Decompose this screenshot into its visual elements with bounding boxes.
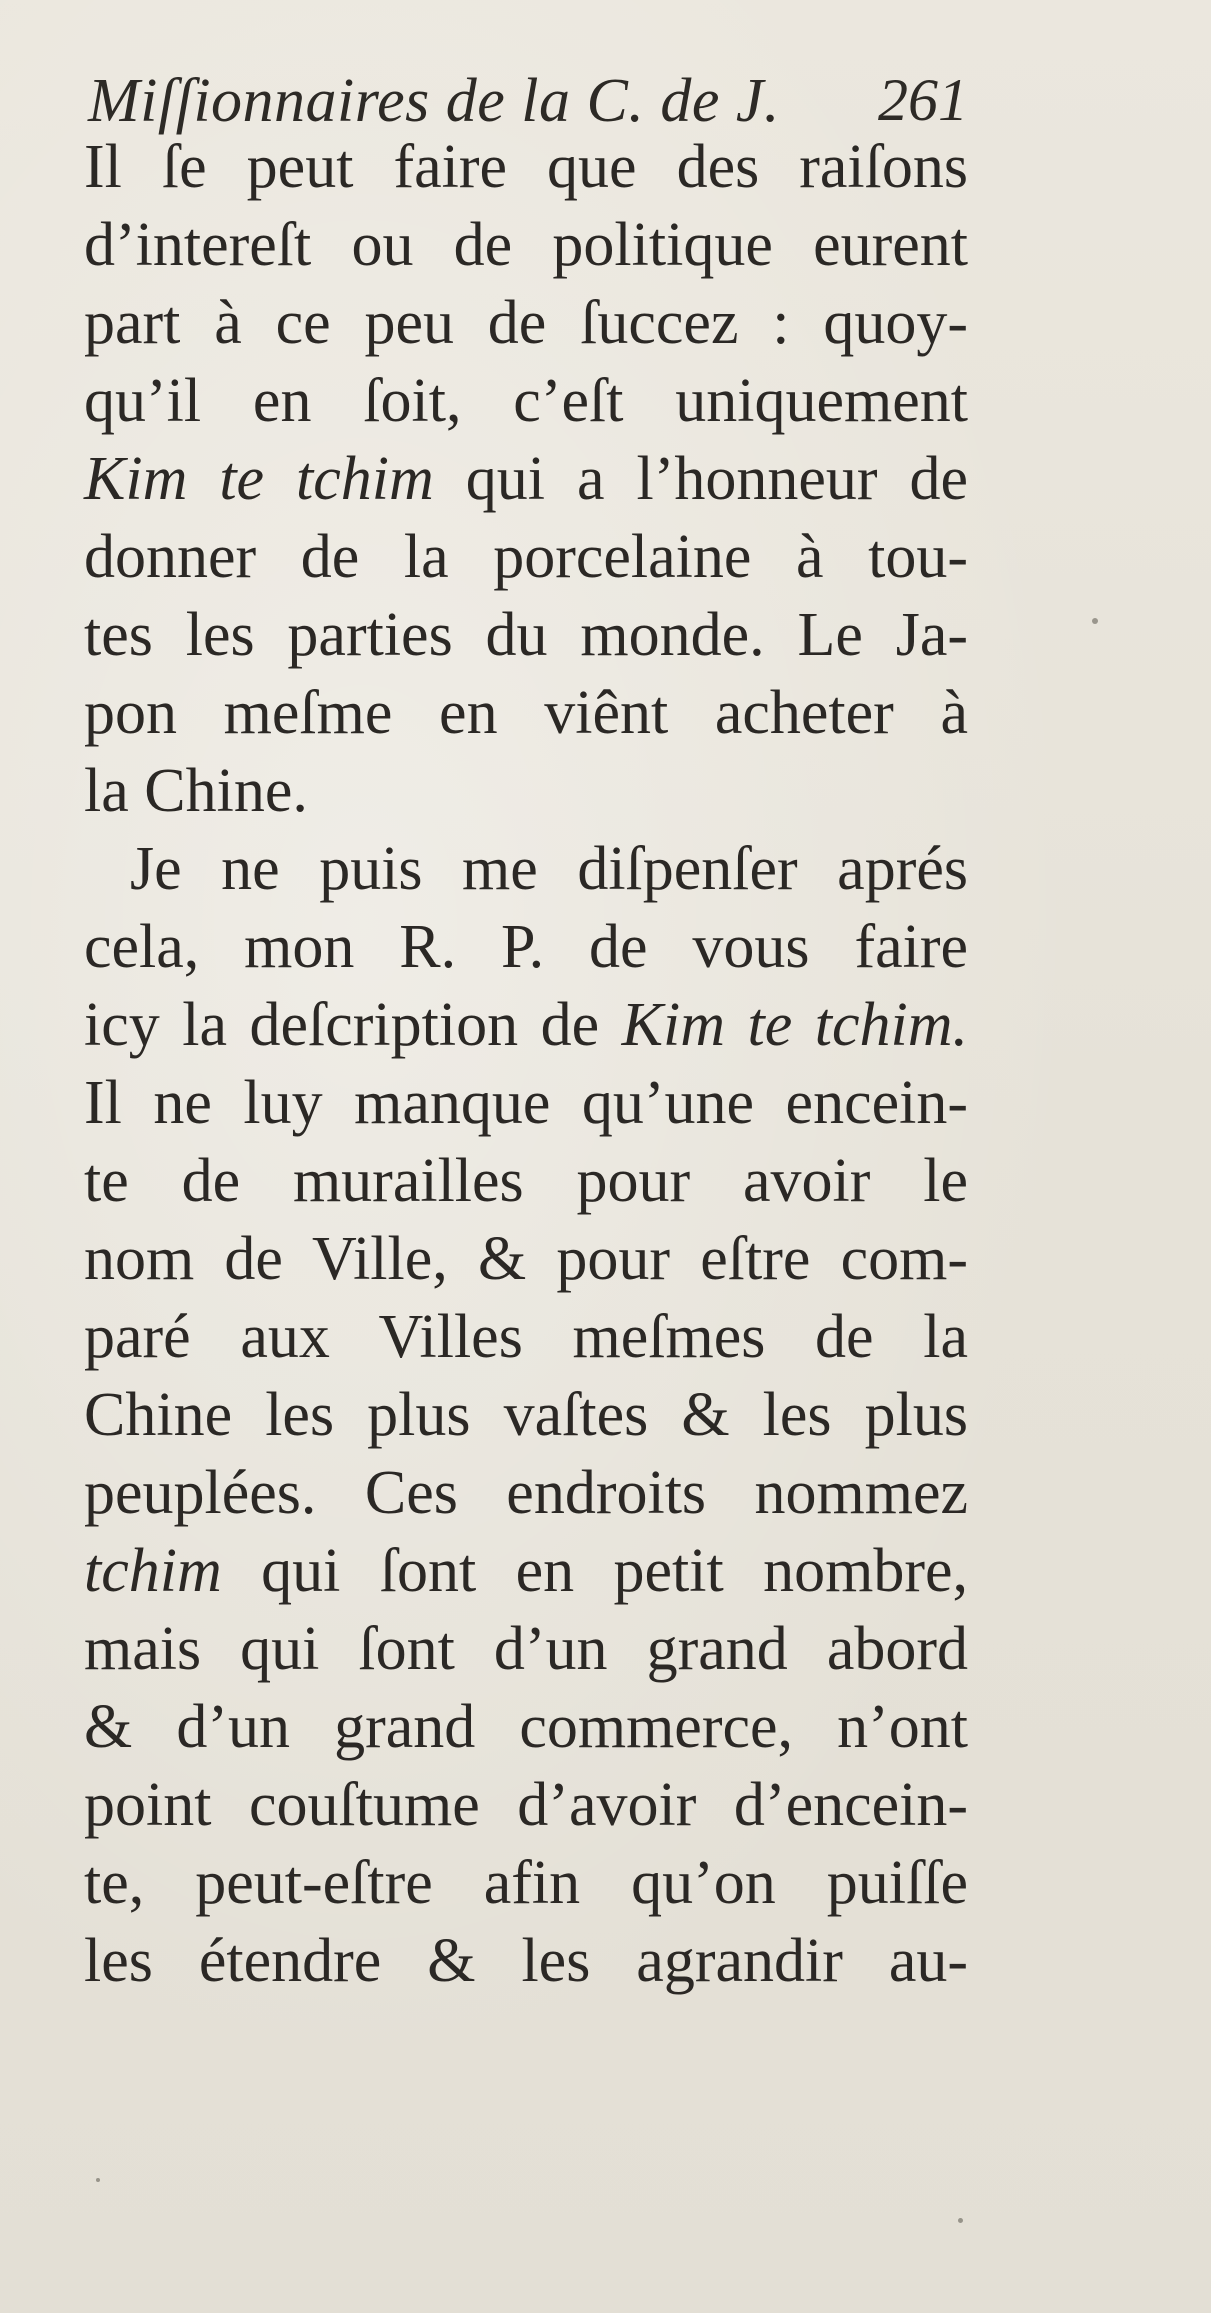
text-run: cela, mon R. P. de vous faire [84,913,968,981]
text-line [84,986,968,1064]
text-run: qu’il en ſoit, c’eſt uniquement [84,367,968,435]
text-run: mais qui ſont d’un grand abord [84,1615,968,1683]
text-line [84,128,968,206]
text-run: la Chine. [84,757,308,825]
text-run: Chine les plus vaſtes & les plus [84,1381,968,1449]
running-title: Miſſionnaires de la C. de J. [88,67,780,135]
text-run: & d’un grand commerce, n’ont [84,1693,968,1761]
italic-term: tchim [84,1537,222,1605]
text-run: Il ne luy manque qu’une encein- [84,1069,968,1137]
body-text [84,128,968,2000]
text-line [84,908,968,986]
text-run: qui ſont en petit nombre, [221,1537,968,1605]
text-run: paré aux Villes meſmes de la [84,1303,968,1371]
text-line [84,1064,968,1142]
text-line [84,1688,968,1766]
text-run: icy la deſcription de [84,991,622,1059]
text-run: pon meſme en viênt acheter à [84,679,968,747]
italic-term: Kim te tchim [84,445,434,513]
text-run: les étendre & les agrandir au- [84,1927,968,1995]
text-run: tes les parties du monde. Le Ja- [84,601,968,669]
text-run: point couſtume d’avoir d’encein- [84,1771,968,1839]
text-line [84,1610,968,1688]
text-line [84,1220,968,1298]
text-line [84,362,968,440]
text-run: d’intereſt ou de politique eurent [84,211,968,279]
text-line [84,674,968,752]
text-line [84,1766,968,1844]
text-line [84,596,968,674]
italic-term: Kim te tchim. [621,991,969,1059]
text-line [84,1298,968,1376]
text-run: te de murailles pour avoir le [84,1147,968,1215]
paper-speck [1092,618,1098,624]
text-line [84,518,968,596]
text-line [84,440,968,518]
text-line [84,1376,968,1454]
text-line [84,1532,968,1610]
text-run: part à ce peu de ſuccez : quoy- [84,289,968,357]
page-number: 261 [878,67,968,133]
text-line [84,752,968,830]
text-line [84,1142,968,1220]
text-line [84,1454,968,1532]
text-run: te, peut-eſtre afin qu’on puiſſe [84,1849,968,1917]
text-run: donner de la porcelaine à tou- [84,523,968,591]
text-run: nom de Ville, & pour eſtre com- [84,1225,968,1293]
text-line [84,1922,968,2000]
text-run: Je ne puis me diſpenſer aprés [130,835,968,903]
text-run: Il ſe peut faire que des raiſons [84,133,968,201]
paper-speck [958,2218,963,2223]
text-line [84,830,968,908]
text-run: qui a l’honneur de [433,445,968,513]
text-line [84,1844,968,1922]
text-line [84,284,968,362]
text-line [84,206,968,284]
paper-speck [96,2178,100,2182]
text-run: peuplées. Ces endroits nommez [84,1459,968,1527]
